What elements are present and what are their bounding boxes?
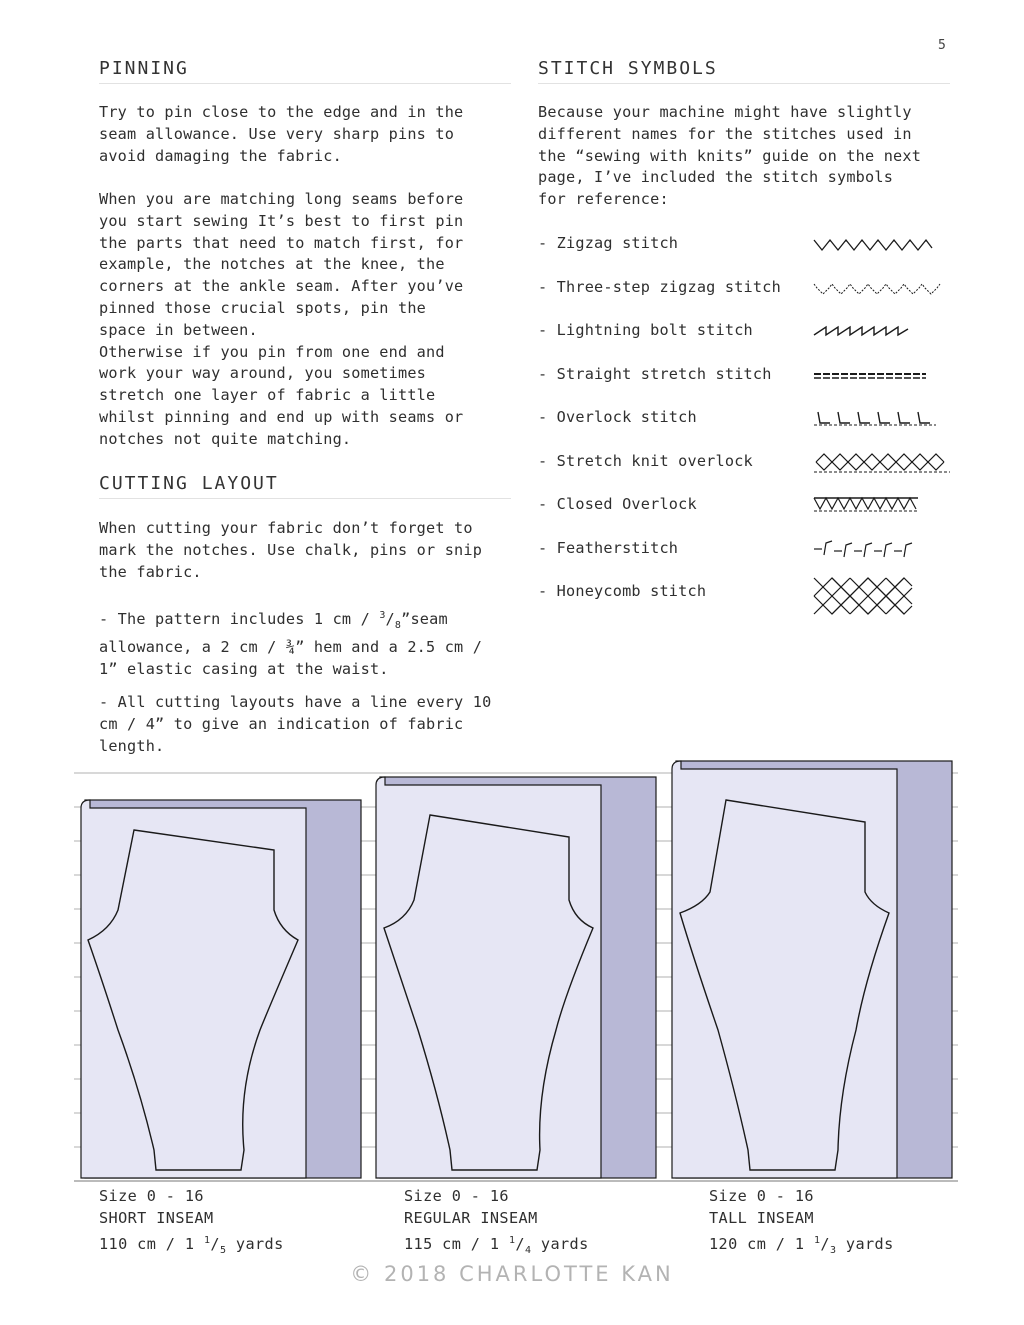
copyright-footer: © 2018 CHARLOTTE KAN (350, 1262, 674, 1286)
stitch-label: - Stretch knit overlock (538, 452, 753, 470)
tall-inseam-caption (709, 1186, 894, 1261)
stitch-label: - Featherstitch (538, 539, 679, 557)
stitch-label: - Lightning bolt stitch (538, 321, 753, 339)
featherstitch-icon (812, 533, 942, 563)
lightning-bolt-stitch-icon (812, 315, 942, 343)
zigzag-stitch-icon (812, 228, 942, 256)
three-step-zigzag-icon (812, 272, 948, 300)
size-range: Size 0 - 16 (709, 1187, 814, 1205)
tall-inseam-layout (672, 761, 952, 1178)
stitch-symbols-heading: STITCH SYMBOLS (538, 58, 950, 84)
stitch-label: - Overlock stitch (538, 408, 697, 426)
overlock-stitch-icon (812, 402, 942, 430)
cutting-layout-heading: CUTTING LAYOUT (99, 473, 511, 499)
straight-stretch-stitch-icon (812, 359, 942, 387)
cutting-seam-allowance-note: - The pattern includes 1 cm / $^3/_8”seam$ allowance, a 2 cm / ¾” hem and a 2.5 cm / 1” elastic casing at the waist. (99, 610, 483, 678)
stitch-row-overlock (538, 408, 958, 438)
short-inseam-layout (81, 800, 361, 1178)
pinning-heading: PINNING (99, 58, 511, 84)
fabric-requirement: 115 cm / 1 $^1/_4$ yards (404, 1234, 589, 1256)
stitch-label: - Honeycomb stitch (538, 582, 707, 600)
regular-inseam-caption (404, 1186, 589, 1261)
inseam-name: SHORT INSEAM (99, 1208, 214, 1227)
stitch-row-three-step-zigzag (538, 278, 958, 308)
fabric-requirement: 110 cm / 1 $^1/_5$ yards (99, 1234, 284, 1256)
stretch-knit-overlock-icon (812, 446, 952, 476)
stitch-label: - Closed Overlock (538, 495, 697, 513)
closed-overlock-icon (812, 489, 942, 517)
stitch-symbols-intro: Because your machine might have slightly different names for the stitches used in the “sewing with knits” guide on the next page, I’ve included the stitch symbols for reference: (538, 103, 922, 209)
fabric-requirement: 120 cm / 1 $^1/_3$ yards (709, 1234, 894, 1256)
short-inseam-caption (99, 1186, 284, 1261)
regular-inseam-layout (376, 777, 656, 1178)
pinning-paragraph-2: When you are matching long seams before you start sewing It’s best to first pin the parts that need to match first, for example, the notches at the knee, the corners at the ankle seam. After you’ve pinned those crucial spots, pin the space in between. Otherwise if you pin from one end and work your way around, you sometimes stretch one layer of fabric a little whilst pinning and end up with seams or notches not quite matching. (99, 190, 464, 448)
fabric-fold-front (672, 761, 897, 1178)
cutting-paragraph-1: When cutting your fabric don’t forget to mark the notches. Use chalk, pins or snip the fabric. (99, 519, 483, 581)
stitch-row-featherstitch (538, 539, 958, 569)
stitch-label: - Zigzag stitch (538, 234, 679, 252)
fabric-fold-front (81, 800, 306, 1178)
stitch-label: - Straight stretch stitch (538, 365, 772, 383)
honeycomb-stitch-icon (812, 576, 922, 616)
stitch-row-honeycomb (538, 582, 958, 612)
stitch-row-zigzag (538, 234, 958, 264)
inseam-name: REGULAR INSEAM (404, 1208, 538, 1227)
cutting-layout-line-note: - All cutting layouts have a line every 10 cm / 4” to give an indication of fabric length. (99, 693, 492, 755)
size-range: Size 0 - 16 (99, 1187, 204, 1205)
stitch-row-lightning-bolt (538, 321, 958, 351)
stitch-label: - Three-step zigzag stitch (538, 278, 781, 296)
stitch-row-straight-stretch (538, 365, 958, 395)
inseam-name: TALL INSEAM (709, 1208, 814, 1227)
cutting-layout-diagram (74, 755, 964, 1185)
stitch-row-stretch-knit-overlock (538, 452, 958, 482)
page-number: 5 (938, 38, 946, 53)
stitch-row-closed-overlock (538, 495, 958, 525)
pinning-paragraph-1: Try to pin close to the edge and in the seam allowance. Use very sharp pins to avoid damaging the fabric. (99, 103, 464, 165)
size-range: Size 0 - 16 (404, 1187, 509, 1205)
